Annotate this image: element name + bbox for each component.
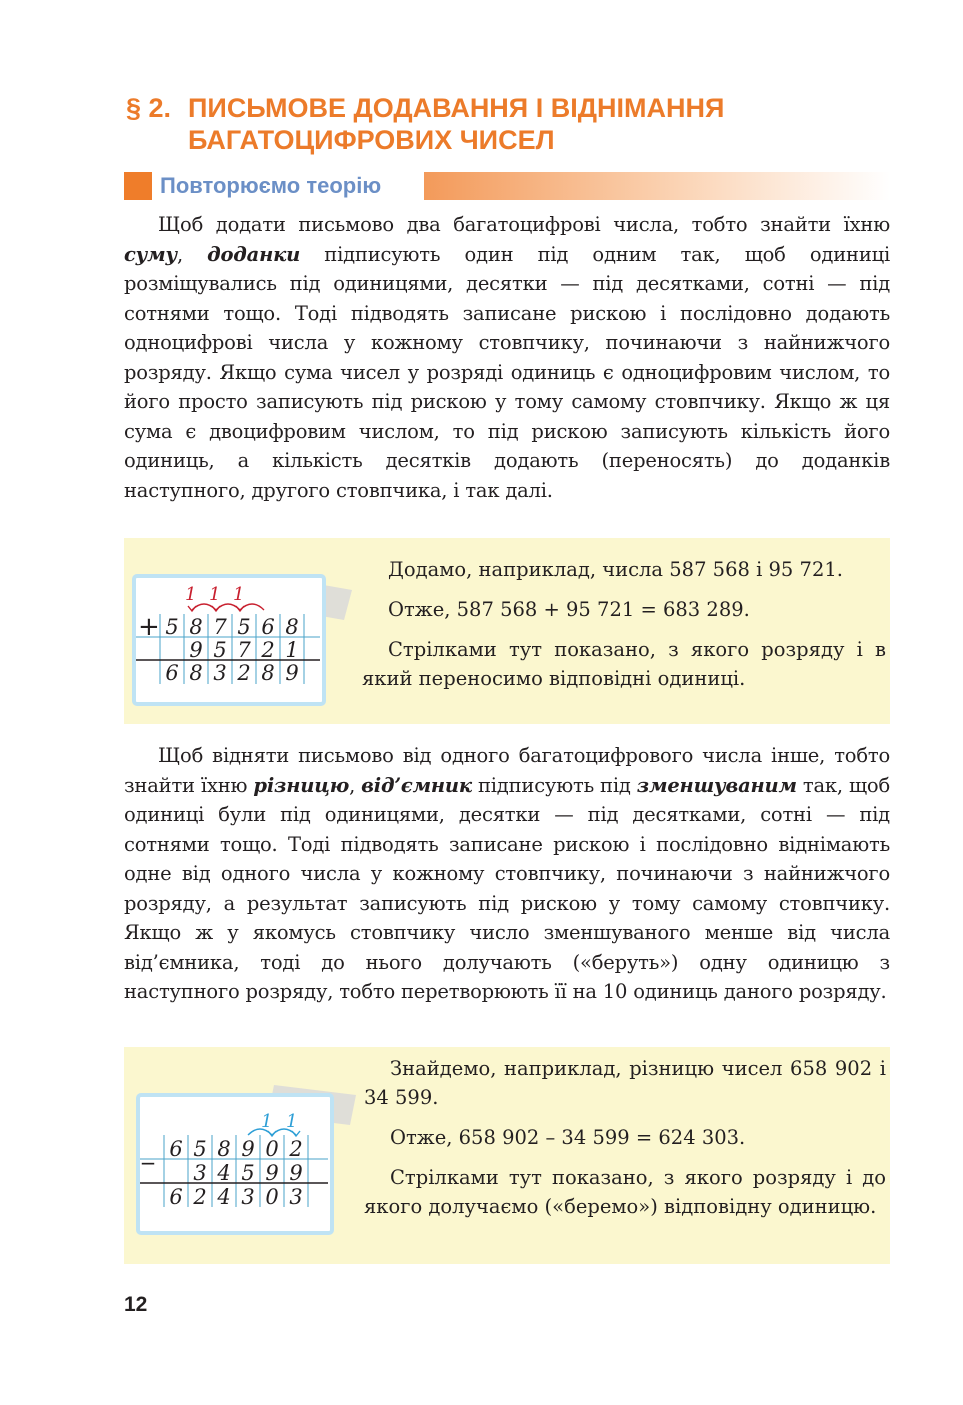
example1-line-1: Додамо, наприклад, числа 587 568 і 95 721. bbox=[388, 558, 843, 581]
digit: 8 bbox=[217, 1137, 231, 1161]
digit: 8 bbox=[189, 661, 203, 685]
p1-text-3: підписують один під одним так, щоб одиниці розміщувались під одиницями, десятки — під десятками, сотні — під сотнями тощо. Тоді підводять записане рискою і послідовно додають одноцифрові числа у кожному стовпчику, починаючи з найнижчого розряду. Якщо сума чисел у розряді одиниць є одноцифровим числом, то його просто записують під рискою у тому самому стовпчику. Якщо ж ця сума є двоцифровим числом, то під рискою записують кількість його одиниць, а кількість десятків додають (переносять) до доданків наступного, другого стовпчика, і так далі. bbox=[124, 242, 891, 502]
digit: 9 bbox=[285, 661, 299, 685]
digit: 9 bbox=[289, 1161, 303, 1185]
digit: 2 bbox=[193, 1185, 207, 1209]
addition-theory-paragraph bbox=[124, 210, 890, 505]
digit: 0 bbox=[265, 1185, 279, 1209]
borrow-digit: 1 bbox=[286, 1111, 298, 1132]
digit: 6 bbox=[169, 1185, 183, 1209]
digit: 3 bbox=[193, 1161, 207, 1185]
p2-text-3: підписують під bbox=[471, 773, 637, 797]
example1-line-2: Отже, 587 568 + 95 721 = 683 289. bbox=[388, 598, 750, 621]
digit: 9 bbox=[241, 1137, 255, 1161]
digit: 3 bbox=[213, 661, 227, 685]
digit: 6 bbox=[165, 661, 179, 685]
digit: 5 bbox=[213, 638, 227, 662]
theory-header-bar bbox=[124, 172, 890, 200]
title-line-1: ПИСЬМОВЕ ДОДАВАННЯ І ВІДНІМАННЯ bbox=[188, 93, 725, 123]
digit: 2 bbox=[289, 1137, 303, 1161]
digit: 9 bbox=[189, 638, 203, 662]
digit: 8 bbox=[189, 615, 203, 639]
digit: 6 bbox=[169, 1137, 183, 1161]
digit: 5 bbox=[237, 615, 251, 639]
digit: 9 bbox=[265, 1161, 279, 1185]
minus-sign: _ bbox=[142, 1137, 154, 1165]
digit: 0 bbox=[265, 1137, 279, 1161]
section-title bbox=[126, 92, 886, 156]
term-addends: доданки bbox=[207, 242, 301, 266]
carry-digit: 1 bbox=[233, 584, 245, 605]
p1-text-1: Щоб додати письмово два багатоцифрові числа, тобто знайти їхню bbox=[158, 213, 890, 236]
example2-line-2: Отже, 658 902 – 34 599 = 624 303. bbox=[390, 1126, 746, 1149]
digit: 7 bbox=[237, 638, 251, 662]
carry-digit: 1 bbox=[209, 584, 221, 605]
example2-line-1: Знайдемо, наприклад, різницю чисел 658 902 і 34 599. bbox=[364, 1057, 886, 1109]
digit: 5 bbox=[241, 1161, 255, 1185]
page-number: 12 bbox=[124, 1293, 148, 1316]
orange-square-marker bbox=[124, 172, 152, 200]
digit: 7 bbox=[213, 615, 227, 639]
card-frame bbox=[138, 1095, 332, 1233]
digit: 3 bbox=[241, 1185, 255, 1209]
digit: 2 bbox=[237, 661, 251, 685]
digit: 5 bbox=[165, 615, 179, 639]
digit: 3 bbox=[289, 1185, 303, 1209]
theory-header-label: Повторюємо теорію bbox=[160, 172, 387, 200]
term-subtrahend: від’ємник bbox=[361, 773, 472, 797]
carry-digit: 1 bbox=[185, 584, 197, 605]
section-number: § 2. bbox=[126, 93, 172, 123]
subtraction-theory-paragraph bbox=[124, 741, 890, 1007]
term-difference: різницю bbox=[253, 773, 350, 797]
example2-line-3: Стрілками тут показано, з якого розряду і до якого долучаємо («беремо») відповідну одиницю. bbox=[364, 1166, 886, 1218]
borrow-digit: 1 bbox=[261, 1111, 273, 1132]
subtraction-column-card bbox=[124, 1077, 364, 1247]
addition-column-card bbox=[124, 558, 356, 718]
term-sum: суму bbox=[124, 242, 177, 266]
digit: 4 bbox=[217, 1185, 231, 1209]
subtraction-example-box bbox=[124, 1047, 890, 1264]
digit: 5 bbox=[193, 1137, 207, 1161]
example1-line-3: Стрілками тут показано, з якого розряду і в який переносимо відповідні одиниці. bbox=[362, 638, 886, 690]
plus-sign: + bbox=[138, 612, 160, 642]
p1-text-2: , bbox=[176, 242, 208, 266]
digit: 1 bbox=[285, 638, 299, 662]
addition-example-box bbox=[124, 538, 890, 724]
digit: 6 bbox=[261, 615, 275, 639]
title-line-2: БАГАТОЦИФРОВИХ ЧИСЕЛ bbox=[188, 125, 555, 155]
digit: 8 bbox=[261, 661, 275, 685]
addition-example-text bbox=[362, 555, 886, 704]
digit: 8 bbox=[285, 615, 299, 639]
term-minuend: зменшуваним bbox=[636, 773, 797, 797]
gradient-strip bbox=[424, 172, 890, 200]
subtraction-example-text bbox=[364, 1054, 886, 1232]
p2-text-4: так, щоб одиниці були під одиницями, десятки — під десятками, сотні — під сотнями тощо. Тоді підводять записане рискою і послідовно віднімають одне від одного числа у кожному стовпчику, починаючи з найнижчого розряду, а результат записують під рискою у тому самому стовпчику. Якщо ж у якомусь стовпчику число зменшуваного менше від числа від’ємника, тоді до нього долучають («беруть») одну одиницю з наступного розряду, тобто перетворюють її на 10 одиниць даного розряду. bbox=[124, 773, 890, 1003]
digit: 2 bbox=[261, 638, 275, 662]
p2-text-1: Щоб відняти письмово від одного багатоцифрового числа інше, тобто знайти їхню bbox=[124, 744, 890, 797]
digit: 4 bbox=[217, 1161, 231, 1185]
p2-text-2: , bbox=[349, 773, 362, 797]
